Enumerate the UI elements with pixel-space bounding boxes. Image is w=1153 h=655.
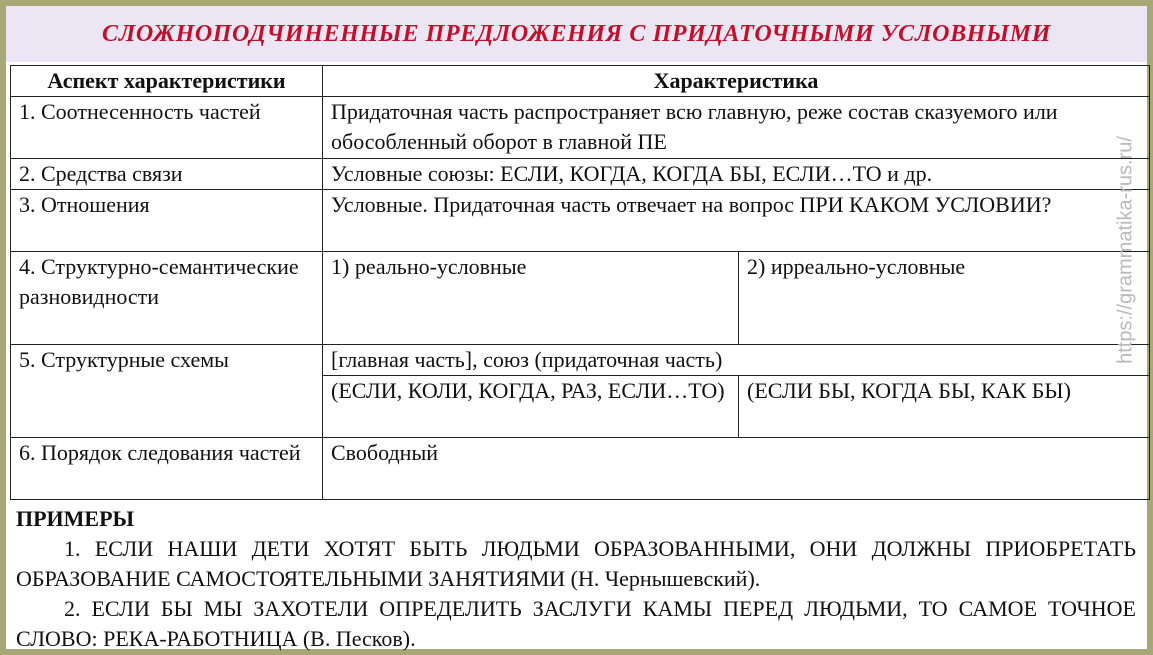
row-order-value: Свободный: [323, 438, 1150, 500]
table-row: [11, 345, 1150, 376]
header-characteristic: Характеристика: [323, 66, 1150, 97]
table-row: [11, 159, 1150, 190]
characteristics-table: [10, 65, 1150, 500]
header-aspect: Аспект характеристики: [11, 66, 323, 97]
row-relations-aspect: 3. Отношения: [11, 190, 323, 252]
row-relations-value: Условные. Придаточная часть отвечает на вопрос ПРИ КАКОМ УСЛОВИИ?: [323, 190, 1150, 252]
table-row: [11, 438, 1150, 500]
example-item: 1. ЕСЛИ НАШИ ДЕТИ ХОТЯТ БЫТЬ ЛЮДЬМИ ОБРАЗОВАННЫМИ, ОНИ ДОЛЖНЫ ПРИОБРЕТАТЬ ОБРАЗОВАНИЕ САМОСТОЯТЕЛЬНЫМИ ЗАНЯТИЯМИ (Н. Чернышевский).: [16, 536, 1136, 591]
row-varieties-unreal: 2) ирреально-условные: [739, 252, 1150, 345]
row-correlation-value: Придаточная часть распространяет всю главную, реже состав сказуемого или обособленный оборот в главной ПЕ: [323, 97, 1150, 159]
example-item: 2. ЕСЛИ БЫ МЫ ЗАХОТЕЛИ ОПРЕДЕЛИТЬ ЗАСЛУГИ КАМЫ ПЕРЕД ЛЮДЬМИ, ТО САМОЕ ТОЧНОЕ СЛОВО: РЕКА-РАБОТНИЦА (В. Песков).: [16, 596, 1136, 651]
title-bar: [6, 6, 1147, 62]
row-correlation-aspect: 1. Соотнесенность частей: [11, 97, 323, 159]
table-row: [11, 190, 1150, 252]
examples-heading: ПРИМЕРЫ: [16, 506, 135, 531]
page-title: СЛОЖНОПОДЧИНЕННЫЕ ПРЕДЛОЖЕНИЯ С ПРИДАТОЧНЫМИ УСЛОВНЫМИ: [101, 20, 1052, 47]
row-order-aspect: 6. Порядок следования частей: [11, 438, 323, 500]
row-schemes-real: (ЕСЛИ, КОЛИ, КОГДА, РАЗ, ЕСЛИ…ТО): [323, 376, 739, 438]
table-header-row: [11, 66, 1150, 97]
row-schemes-formula: [главная часть], союз (придаточная часть): [323, 345, 1150, 376]
site-watermark: https://grammatika-rus.ru/: [1114, 136, 1137, 364]
table-row: [11, 97, 1150, 159]
row-schemes-unreal: (ЕСЛИ БЫ, КОГДА БЫ, КАК БЫ): [739, 376, 1150, 438]
table-row: [11, 252, 1150, 345]
row-varieties-aspect: 4. Структурно-семантические разновидности: [11, 252, 323, 345]
examples-section: [16, 504, 1136, 654]
row-means-value: Условные союзы: ЕСЛИ, КОГДА, КОГДА БЫ, ЕСЛИ…ТО и др.: [323, 159, 1150, 190]
row-schemes-aspect: 5. Структурные схемы: [11, 345, 323, 438]
page-content: [6, 6, 1147, 649]
row-varieties-real: 1) реально-условные: [323, 252, 739, 345]
row-means-aspect: 2. Средства связи: [11, 159, 323, 190]
